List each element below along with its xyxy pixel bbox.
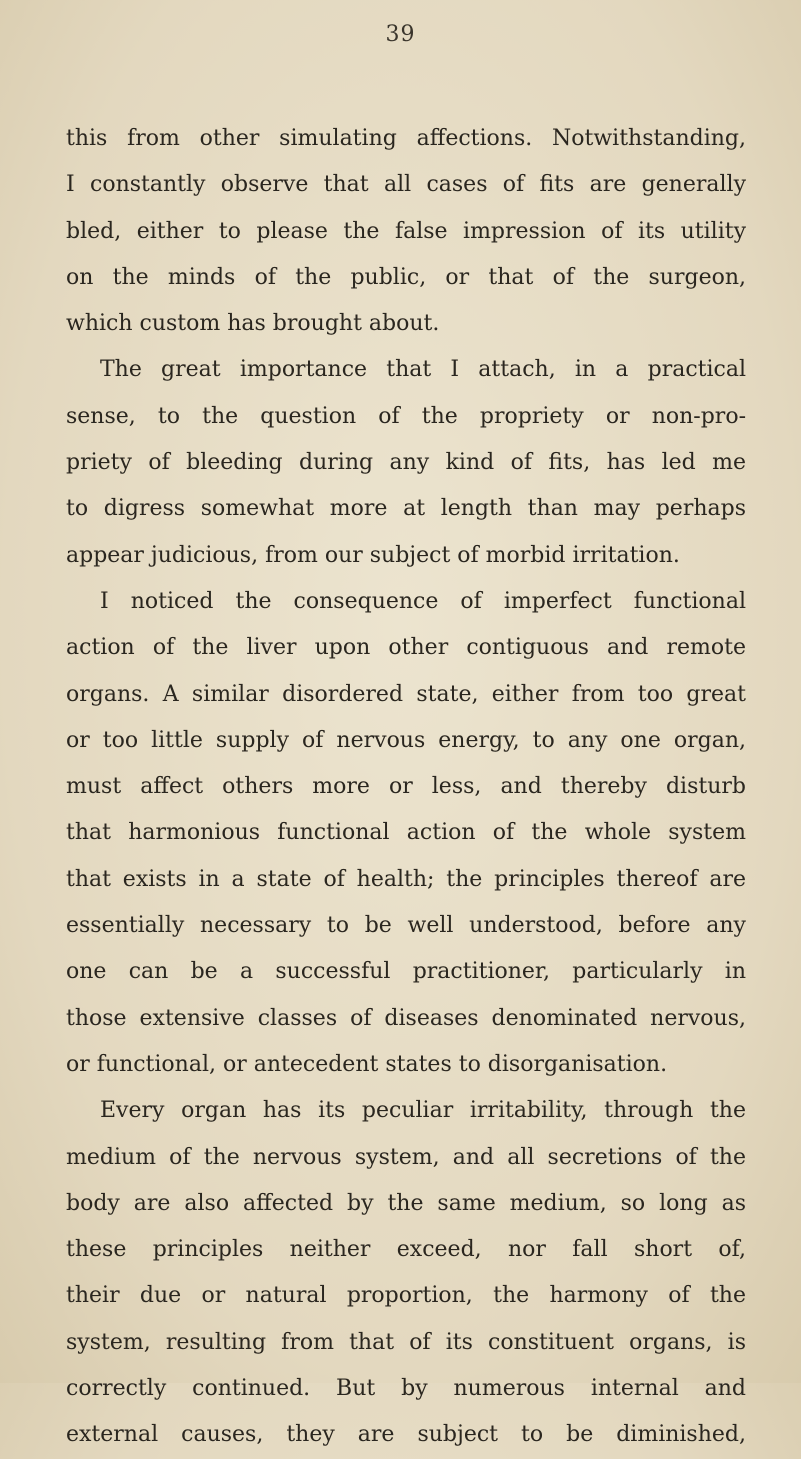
text-line: one can be a successful practitioner, particularly in xyxy=(66,959,746,985)
text-line: this from other simulating affections. Notwithstanding, xyxy=(66,126,746,151)
text-line: to digress somewhat more at length than may perhaps xyxy=(66,496,746,522)
text-line: bled, either to please the false impression of its utility xyxy=(66,218,746,244)
text-line: external causes, they are subject to be diminished, xyxy=(66,1422,746,1448)
paragraph-start-line: The great importance that I attach, in a practical xyxy=(100,357,746,383)
page-number: 39 xyxy=(385,22,416,47)
body-text xyxy=(66,116,746,1459)
text-line: that exists in a state of health; the principles thereof are xyxy=(66,866,746,892)
text-line: medium of the nervous system, and all secretions of the xyxy=(66,1144,746,1170)
text-line: that harmonious functional action of the whole system xyxy=(66,820,746,846)
paragraph-start-line: I noticed the consequence of imperfect functional xyxy=(100,588,746,614)
text-line: body are also affected by the same medium, so long as xyxy=(66,1190,746,1216)
text-line: correctly continued. But by numerous internal and xyxy=(66,1376,746,1402)
text-line: on the minds of the public, or that of the surgeon, xyxy=(66,264,746,290)
text-line: essentially necessary to be well understood, before any xyxy=(66,913,746,939)
text-line: priety of bleeding during any kind of fits, has led me xyxy=(66,450,746,476)
text-line: those extensive classes of diseases denominated nervous, xyxy=(66,1005,746,1031)
text-line: appear judicious, from our subject of morbid irritation. xyxy=(66,542,680,568)
text-line: their due or natural proportion, the harmony of the xyxy=(66,1283,746,1309)
text-line: these principles neither exceed, nor fall short of, xyxy=(66,1237,746,1263)
text-line: must affect others more or less, and thereby disturb xyxy=(66,774,746,800)
text-line: which custom has brought about. xyxy=(66,311,440,337)
text-line: or functional, or antecedent states to disorganisation. xyxy=(66,1051,668,1077)
text-line: organs. A similar disordered state, either from too great xyxy=(66,681,746,707)
text-line: I constantly observe that all cases of fits are generally xyxy=(66,172,746,198)
text-line: action of the liver upon other contiguous and remote xyxy=(66,635,746,661)
text-line: or too little supply of nervous energy, to any one organ, xyxy=(66,727,746,753)
text-line: system, resulting from that of its constituent organs, is xyxy=(66,1329,746,1355)
paragraph-start-line: Every organ has its peculiar irritability, through the xyxy=(100,1098,746,1124)
text-line: sense, to the question of the propriety or non-pro- xyxy=(66,403,746,429)
